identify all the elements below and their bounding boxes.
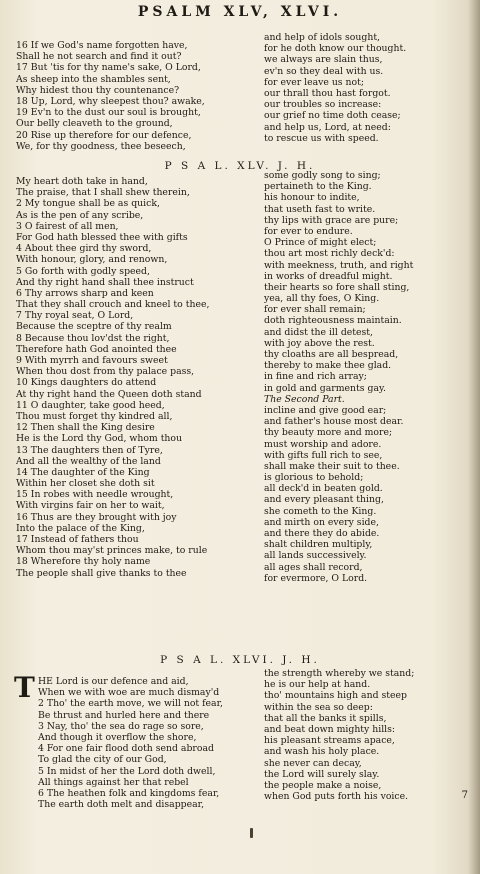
psalm46-right-line: his pleasant streams apace, xyxy=(264,735,395,747)
psalm46-left-line: The earth doth melt and disappear, xyxy=(38,799,205,811)
psalm46-left-line: When we with woe are much dismay'd xyxy=(38,687,220,699)
psalm46-left-line: 3 Nay, tho' the sea do rage so sore, xyxy=(38,720,204,732)
psalm45-right-line: she cometh to the King. xyxy=(264,505,377,517)
psalm45-right-line: some godly song to sing; xyxy=(264,170,381,181)
page-number: 7 xyxy=(461,790,468,801)
psalm45-left-line: Therefore hath God anointed thee xyxy=(16,343,177,355)
psalm45-right-line: their hearts so fore shall sting, xyxy=(264,281,410,293)
psalm44-left-line: 20 Rise up therefore for our defence, xyxy=(16,129,192,141)
psalm46-left-line: 5 In midst of her the Lord doth dwell, xyxy=(38,765,216,777)
psalm45-left-line: 9 With myrrh and favours sweet xyxy=(16,355,168,366)
psalm46-right-line: when God puts forth his voice. xyxy=(264,791,409,803)
psalm45-right-line: incline and give good ear; xyxy=(264,404,387,416)
psalm46-left-line: 6 The heathen folk and kingdoms fear, xyxy=(38,787,220,799)
psalm46-left-line: 2 Tho' the earth move, we will not fear, xyxy=(38,698,223,710)
psalm46-left-line: And though it overflow the shore, xyxy=(38,731,197,743)
psalm44-right-line: and help us, Lord, at need: xyxy=(264,121,391,133)
running-head: PSALM XLV, XLVI. xyxy=(137,4,343,20)
psalm45-right-line: thereby to make thee glad. xyxy=(264,360,392,372)
psalm45-left-line: 12 Then shall the King desire xyxy=(16,422,155,434)
psalm44-right-line: for ever leave us not; xyxy=(264,76,364,88)
psalm45-right-line: thou art most richly deck'd: xyxy=(264,248,395,260)
psalm45-right-line: thy cloaths are all bespread, xyxy=(264,349,399,360)
psalm45-right-line: all ages shall record, xyxy=(264,561,363,573)
psalm45-right-line: with meekness, truth, and right xyxy=(264,259,414,271)
psalm45-right-line: that useth fast to write. xyxy=(264,203,376,215)
psalm44-left-line: Our belly cleaveth to the ground, xyxy=(16,118,173,130)
psalm44-right-column xyxy=(264,32,476,144)
psalm44-left-line: As sheep into the shambles sent, xyxy=(16,73,171,85)
psalm44-right-line: for he doth know our thought. xyxy=(264,43,407,55)
psalm46-left-line: Be thrust and hurled here and there xyxy=(38,709,210,721)
psalm46-left-line: HE Lord is our defence and aid, xyxy=(38,676,189,687)
psalm45-left-line: 4 About thee gird thy sword, xyxy=(16,243,152,255)
psalm45-left-line: 17 Instead of fathers thou xyxy=(16,534,139,545)
psalm44-left-line: 16 If we God's name forgotten have, xyxy=(16,40,188,51)
psalm45-right-line: all deck'd in beaten gold. xyxy=(264,483,383,495)
psalm46-right-line: the Lord will surely slay. xyxy=(264,768,380,780)
psalm45-left-line: 16 Thus are they brought with joy xyxy=(16,511,177,523)
psalm45-left-line: The praise, that I shall shew therein, xyxy=(16,187,190,199)
psalm45-left-line: Thou must forget thy kindred all, xyxy=(16,410,173,422)
psalm45-left-line: As is the pen of any scribe, xyxy=(16,209,144,221)
psalm45-right-line: doth righteousness maintain. xyxy=(264,315,402,327)
psalm45-right-line: pertaineth to the King. xyxy=(264,181,372,193)
psalm45-left-line: Into the palace of the King, xyxy=(16,522,145,534)
psalm45-right-line: for evermore, O Lord. xyxy=(264,572,368,584)
psalm45-right-line: shalt children multiply, xyxy=(264,539,373,551)
psalm45-right-column xyxy=(264,170,476,584)
psalm45-right-line: yea, all thy foes, O King. xyxy=(264,293,380,305)
psalm46-left-line: 4 For one fair flood doth send abroad xyxy=(38,743,214,755)
psalm45-right-line: in fine and rich array; xyxy=(264,371,367,383)
psalm44-left-line: 18 Up, Lord, why sleepest thou? awake, xyxy=(16,95,205,107)
psalm45-right-line: for ever to endure. xyxy=(264,225,353,237)
psalm45-right-line: with joy above the rest. xyxy=(264,337,375,349)
psalm45-right-line: must worship and adore. xyxy=(264,438,382,450)
psalm44-right-line: our thrall thou hast forgot. xyxy=(264,87,391,99)
psalm46-right-line: and beat down mighty hills: xyxy=(264,723,396,735)
psalm45-left-line: Because the sceptre of thy realm xyxy=(16,321,172,333)
psalm45-right-line: shall make their suit to thee. xyxy=(264,460,400,472)
psalm45-right-line: and there they do abide. xyxy=(264,528,380,539)
psalm44-right-line: our grief no time doth cease; xyxy=(264,110,401,122)
psalm45-right-line: thy lips with grace are pure; xyxy=(264,214,399,226)
psalm44-left-column xyxy=(16,40,248,152)
psalm45-left-line: 15 In robes with needle wrought, xyxy=(16,489,174,501)
psalm45-right-line: in gold and garments gay. xyxy=(264,382,386,394)
psalm45-left-line: 11 O daughter, take good heed, xyxy=(16,399,165,411)
paper-fleck xyxy=(250,828,253,838)
psalm46-right-line: and wash his holy place. xyxy=(264,746,380,758)
psalm46-right-line: the strength whereby we stand; xyxy=(264,668,415,679)
psalm45-left-line: 13 The daughters then of Tyre, xyxy=(16,444,163,456)
psalm45-left-line: And all the wealthy of the land xyxy=(16,455,161,467)
psalm46-right-column xyxy=(264,668,476,802)
psalm45-left-column xyxy=(16,176,248,579)
psalm45-right-line: with gifts full rich to see, xyxy=(264,449,383,461)
psalm45-right-line: his honour to indite, xyxy=(264,192,360,204)
psalm46-right-line: that all the banks it spills, xyxy=(264,712,387,724)
psalm45-right-line: is glorious to behold; xyxy=(264,472,364,484)
psalm44-left-line: We, for thy goodness, thee beseech, xyxy=(16,140,186,152)
psalm46-right-line: within the sea so deep: xyxy=(264,701,373,713)
psalm44-left-line: 17 But 'tis for thy name's sake, O Lord, xyxy=(16,62,201,74)
psalm45-right-line: and didst the ill detest, xyxy=(264,326,373,338)
psalm45-right-line: in works of dreadful might. xyxy=(264,270,393,282)
psalm45-left-line: 14 The daughter of the King xyxy=(16,466,150,478)
psalm45-heading: P S A L. XLV. J. H. xyxy=(164,160,316,172)
psalm46-right-line: he is our help at hand. xyxy=(264,679,371,691)
psalm46-heading: P S A L. XLVI. J. H. xyxy=(160,654,320,666)
psalm45-left-line: 6 Thy arrows sharp and keen xyxy=(16,287,154,299)
psalm46-right-line: tho' mountains high and steep xyxy=(264,690,407,702)
psalm45-right-line: and every pleasant thing, xyxy=(264,494,384,506)
psalm46-left-line: To glad the city of our God, xyxy=(38,754,167,766)
psalm44-right-line: we always are slain thus, xyxy=(264,54,383,66)
psalm45-left-line: When thou dost from thy palace pass, xyxy=(16,366,195,378)
psalm45-left-line: That they shall crouch and kneel to thee, xyxy=(16,299,210,311)
psalm45-left-line: 18 Wherefore thy holy name xyxy=(16,556,151,568)
psalm44-left-line: Shall he not search and find it out? xyxy=(16,51,182,63)
psalm45-left-line: He is the Lord thy God, whom thou xyxy=(16,433,183,445)
psalm46-dropcap: T xyxy=(14,671,35,704)
psalm44-left-line: Why hidest thou thy countenance? xyxy=(16,84,180,96)
psalm45-right-line: all lands successively. xyxy=(264,550,367,562)
psalm45-left-line: 5 Go forth with godly speed, xyxy=(16,265,150,277)
psalm45-right-line: O Prince of might elect; xyxy=(264,237,377,249)
psalm44-right-line: and help of idols sought, xyxy=(264,32,381,43)
psalm45-left-line: At thy right hand the Queen doth stand xyxy=(16,388,202,400)
psalm45-left-line: With virgins fair on her to wait, xyxy=(16,500,165,512)
psalm45-left-line: The people shall give thanks to thee xyxy=(16,567,187,579)
psalm44-left-line: 19 Ev'n to the dust our soul is brought, xyxy=(16,107,201,119)
psalm45-left-line: For God hath blessed thee with gifts xyxy=(16,231,188,243)
psalm45-left-line: My heart doth take in hand, xyxy=(16,176,148,187)
psalm45-left-line: 10 Kings daughters do attend xyxy=(16,377,157,389)
second-part-heading: The Second Part. xyxy=(264,393,345,405)
psalm45-right-line: thy beauty more and more; xyxy=(264,427,393,439)
psalm45-right-line: for ever shall remain; xyxy=(264,304,366,316)
psalm45-left-line: And thy right hand shall thee instruct xyxy=(16,276,194,288)
psalm46-right-line: the people make a noise, xyxy=(264,779,382,791)
psalm44-right-line: ev'n so they deal with us. xyxy=(264,65,384,77)
psalm46-left-column xyxy=(38,676,270,810)
psalm46-right-line: she never can decay, xyxy=(264,757,362,769)
psalm45-left-line: 3 O fairest of all men, xyxy=(16,220,119,232)
psalm45-left-line: Whom thou may'st princes make, to rule xyxy=(16,545,208,557)
psalm45-right-line: and mirth on every side, xyxy=(264,516,379,528)
psalm45-left-line: 8 Because thou lov'dst the right, xyxy=(16,332,170,344)
psalm45-right-line: and father's house most dear. xyxy=(264,416,404,428)
psalm45-left-line: 2 My tongue shall be as quick, xyxy=(16,198,160,210)
psalm45-left-line: With honour, glory, and renown, xyxy=(16,254,168,266)
psalm44-right-line: our troubles so increase: xyxy=(264,99,382,111)
psalm45-left-line: Within her closet she doth sit xyxy=(16,478,155,490)
psalm45-left-line: 7 Thy royal seat, O Lord, xyxy=(16,310,134,322)
psalm46-left-line: All things against her that rebel xyxy=(38,776,189,788)
psalm44-right-line: to rescue us with speed. xyxy=(264,132,379,144)
